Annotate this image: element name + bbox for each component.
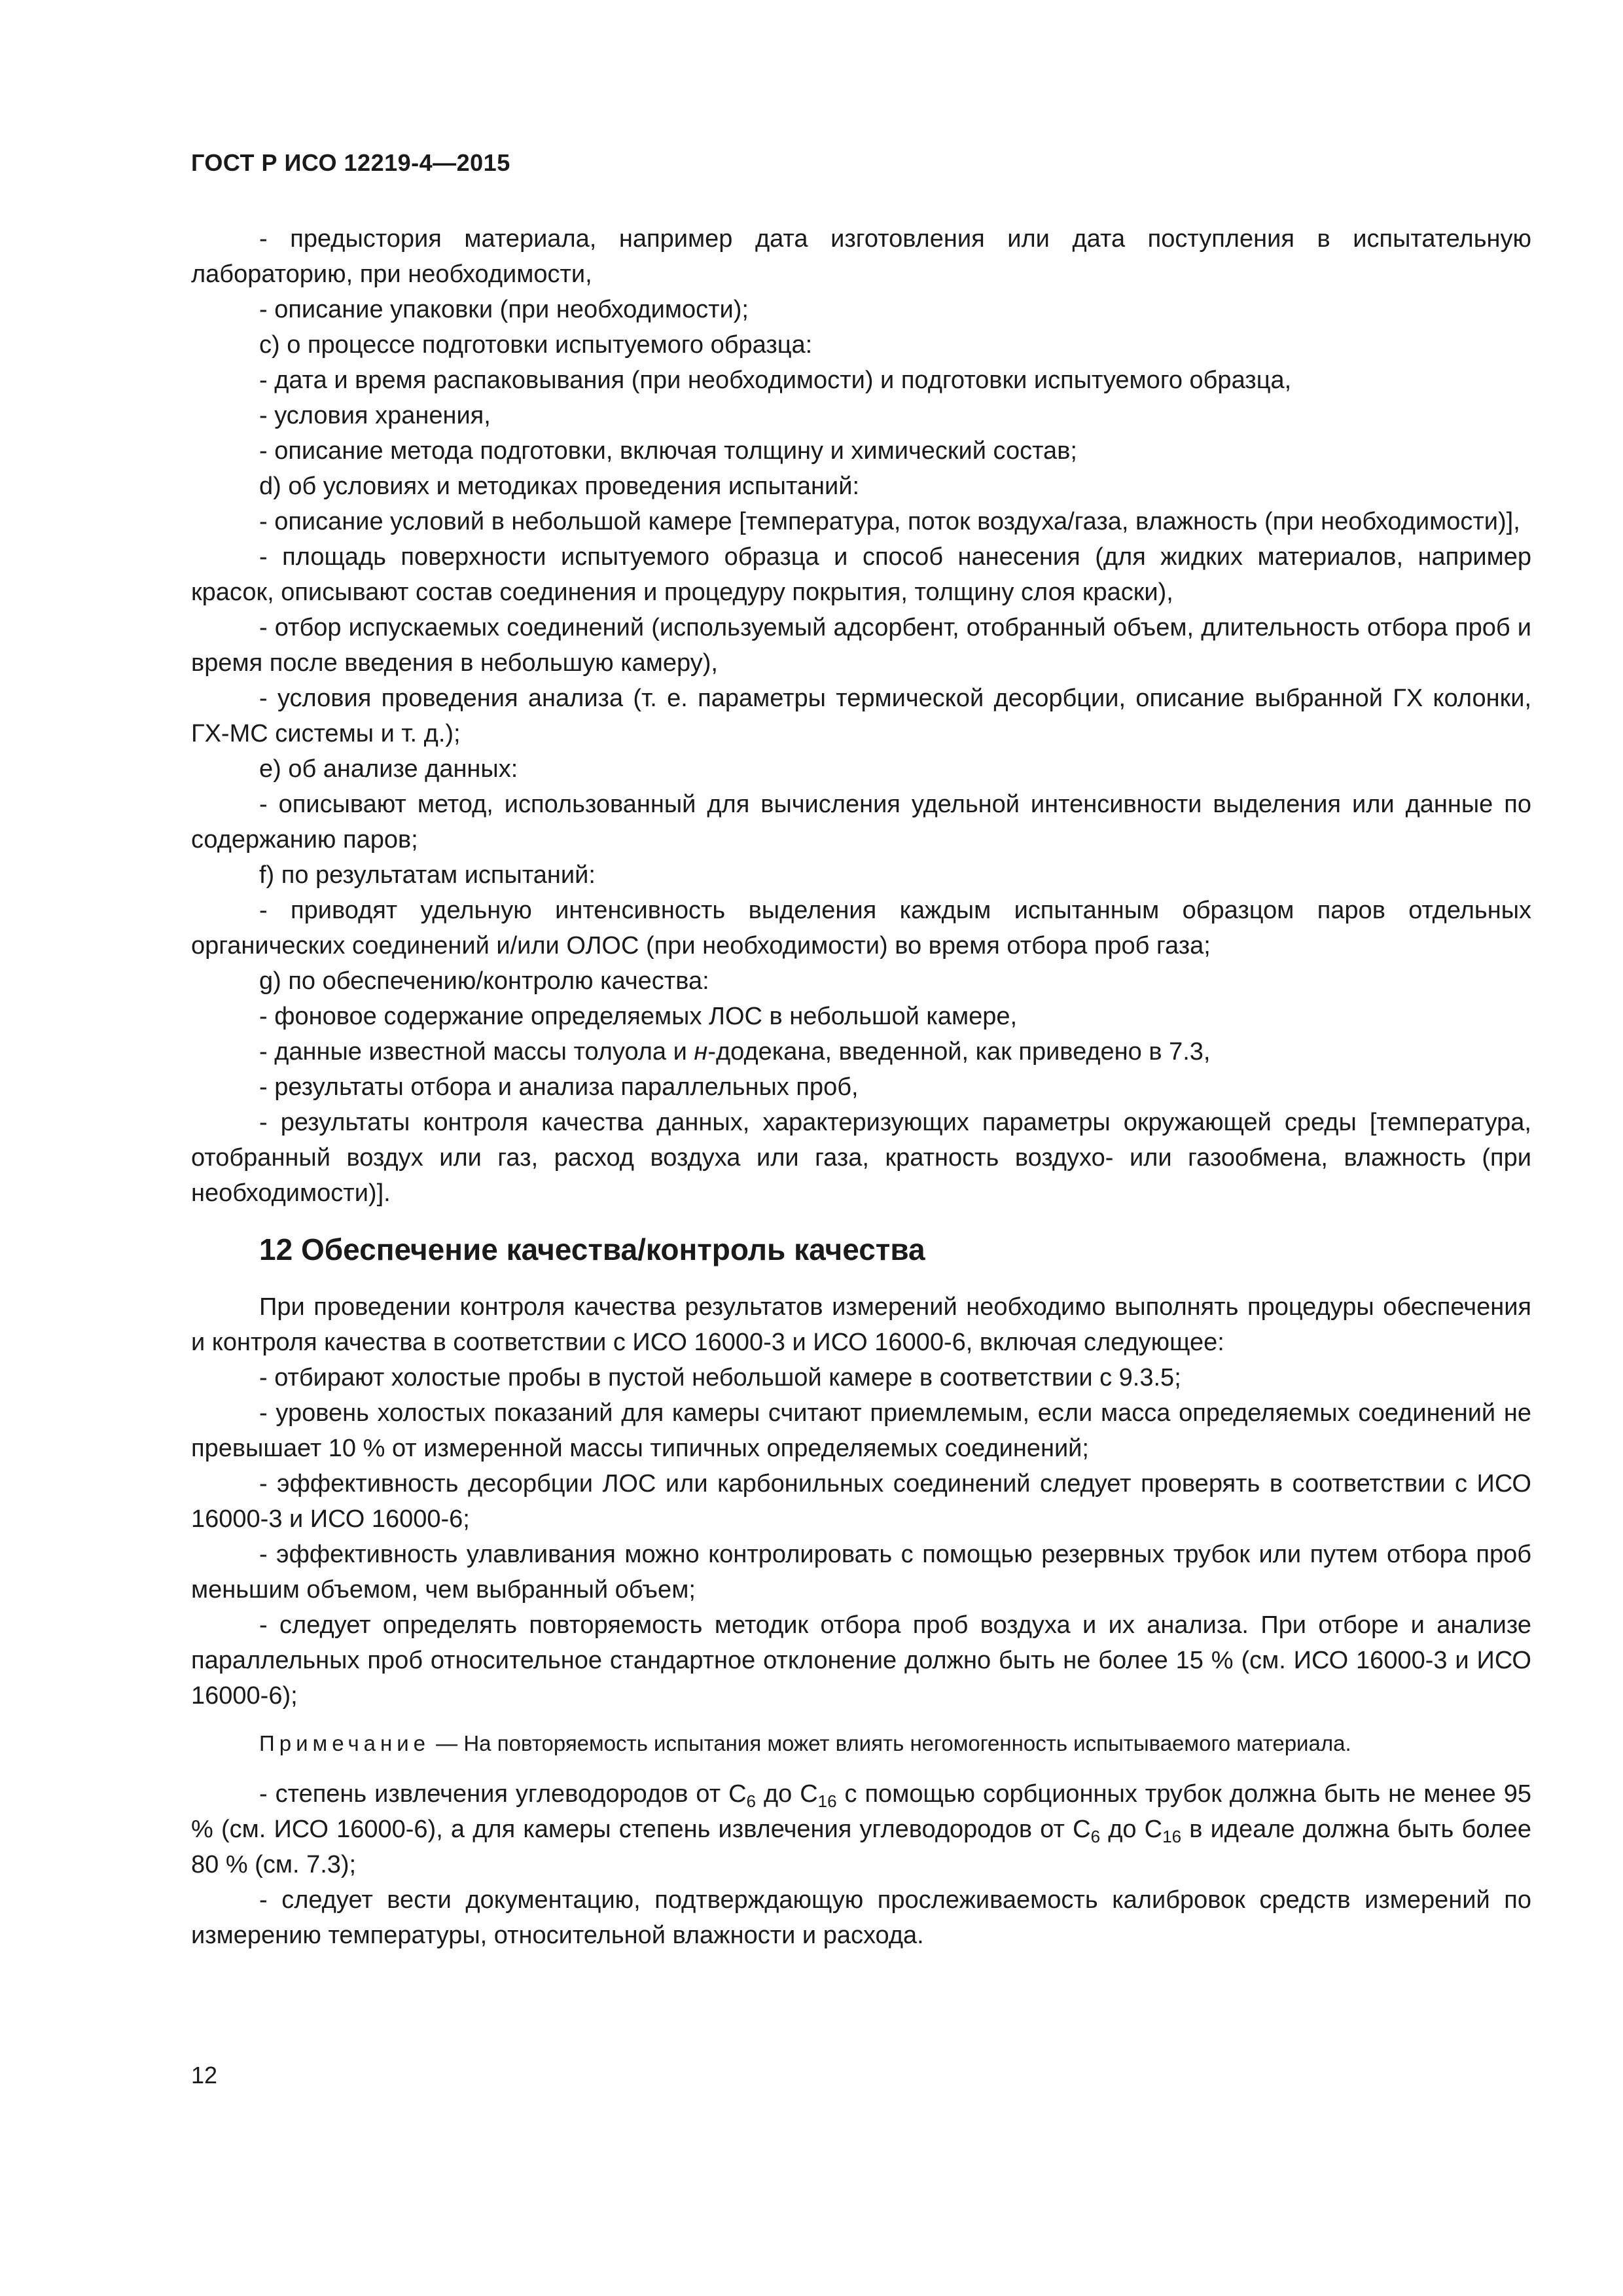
text-run: в идеале должна быть более 80 % (см. 7.3); <box>191 1816 1532 1878</box>
list-item: g) по обеспечению/контролю качества: <box>259 967 709 995</box>
text-run: до С <box>1100 1816 1163 1843</box>
list-item: е) об анализе данных: <box>259 755 518 783</box>
list-item: - дата и время распаковывания (при необходимости) и подготовки испытуемого образца, <box>259 367 1292 394</box>
subscript: 6 <box>1090 1827 1101 1846</box>
list-item: - площадь поверхности испытуемого образца и способ нанесения (для жидких материалов, например красок, описывают состав соединения и процедуру покрытия, толщину слоя краски), <box>191 543 1531 606</box>
list-item: - условия проведения анализа (т. е. параметры термической десорбции, описание выбранной ГХ колонки, ГХ-МС системы и т. д.); <box>191 685 1531 747</box>
subscript: 6 <box>746 1791 756 1811</box>
list-item: - эффективность десорбции ЛОС или карбонильных соединений следует проверять в соответствии с ИСО 16000-3 и ИСО 16000-6; <box>191 1470 1531 1533</box>
section-heading: 12 Обеспечение качества/контроль качества <box>259 1232 925 1266</box>
list-item: - приводят удельную интенсивность выделения каждым испытанным образцом паров отдельных органических соединений и/или ОЛОС (при необходимости) во время отбора проб газа; <box>191 897 1531 960</box>
list-item: - результаты отбора и анализа параллельных проб, <box>259 1073 859 1101</box>
list-item: - предыстория материала, например дата изготовления или дата поступления в испытательную лабораторию, при необходимости, <box>191 225 1531 288</box>
list-item: - описание условий в небольшой камере [температура, поток воздуха/газа, влажность (при необходимости)], <box>259 508 1520 535</box>
list-item: - условия хранения, <box>259 402 491 429</box>
list-item: - фоновое содержание определяемых ЛОС в небольшой камере, <box>259 1003 1018 1030</box>
list-item: с) о процессе подготовки испытуемого образца: <box>259 331 813 359</box>
note <box>191 1728 1531 1759</box>
text-run: - степень извлечения углеводородов от С <box>259 1780 747 1808</box>
list-item-toluene <box>191 1034 1531 1069</box>
text-run: до С <box>756 1780 818 1808</box>
text-run: -додекана, введенной, как приведено в 7.3, <box>707 1038 1211 1066</box>
note-text: — На повторяемость испытания может влиять негомогенность испытываемого материала. <box>430 1731 1351 1755</box>
page-number: 12 <box>191 2062 218 2089</box>
list-item: - описывают метод, использованный для вычисления удельной интенсивности выделения или данные по содержанию паров; <box>191 791 1531 853</box>
list-item: - уровень холостых показаний для камеры считают приемлемым, если масса определяемых соединений не превышает 10 % от измеренной массы типичных определяемых соединений; <box>191 1399 1531 1462</box>
page-content <box>191 221 1531 1953</box>
list-item: - отбирают холостые пробы в пустой небольшой камере в соответствии с 9.3.5; <box>259 1364 1181 1391</box>
list-item-recovery <box>191 1776 1531 1882</box>
list-item: - результаты контроля качества данных, характеризующих параметры окружающей среды [температура, отобранный воздух или газ, расход воздуха или газа, кратность воздухо- или газообмена, влажность (при необходимости)]. <box>191 1109 1531 1207</box>
list-item: d) об условиях и методиках проведения испытаний: <box>259 473 860 500</box>
note-label: Примечание <box>259 1731 431 1755</box>
list-item: - описание упаковки (при необходимости); <box>259 296 749 323</box>
list-item: - описание метода подготовки, включая толщину и химический состав; <box>259 437 1077 465</box>
paragraph: При проведении контроля качества результатов измерений необходимо выполнять процедуры обеспечения и контроля качества в соответствии с ИСО 16000-3 и ИСО 16000-6, включая следующее: <box>191 1293 1531 1356</box>
list-item: - отбор испускаемых соединений (используемый адсорбент, отобранный объем, длительность отбора проб и время после введения в небольшую камеру), <box>191 614 1531 677</box>
italic-prefix: н <box>694 1038 708 1066</box>
running-header: ГОСТ Р ИСО 12219-4—2015 <box>191 149 510 176</box>
list-item: - следует определять повторяемость методик отбора проб воздуха и их анализа. При отборе и анализе параллельных проб относительное стандартное отклонение должно быть не более 15 % (см. ИСО 16000-3 и ИСО 16000-6); <box>191 1611 1531 1710</box>
list-item: f) по результатам испытаний: <box>259 861 596 889</box>
subscript: 16 <box>817 1791 837 1811</box>
text-run: - данные известной массы толуола и <box>259 1038 694 1066</box>
list-item: - следует вести документацию, подтверждающую прослеживаемость калибровок средств измерений по измерению температуры, относительной влажности и расхода. <box>191 1886 1531 1949</box>
list-item: - эффективность улавливания можно контролировать с помощью резервных трубок или путем отбора проб меньшим объемом, чем выбранный объем; <box>191 1541 1531 1604</box>
text-run: с помощью сорбционных трубок должна быть не менее 95 % (см. ИСО 16000-6), а для камеры степень извлечения углеводородов от С <box>191 1780 1531 1843</box>
subscript: 16 <box>1162 1827 1182 1846</box>
